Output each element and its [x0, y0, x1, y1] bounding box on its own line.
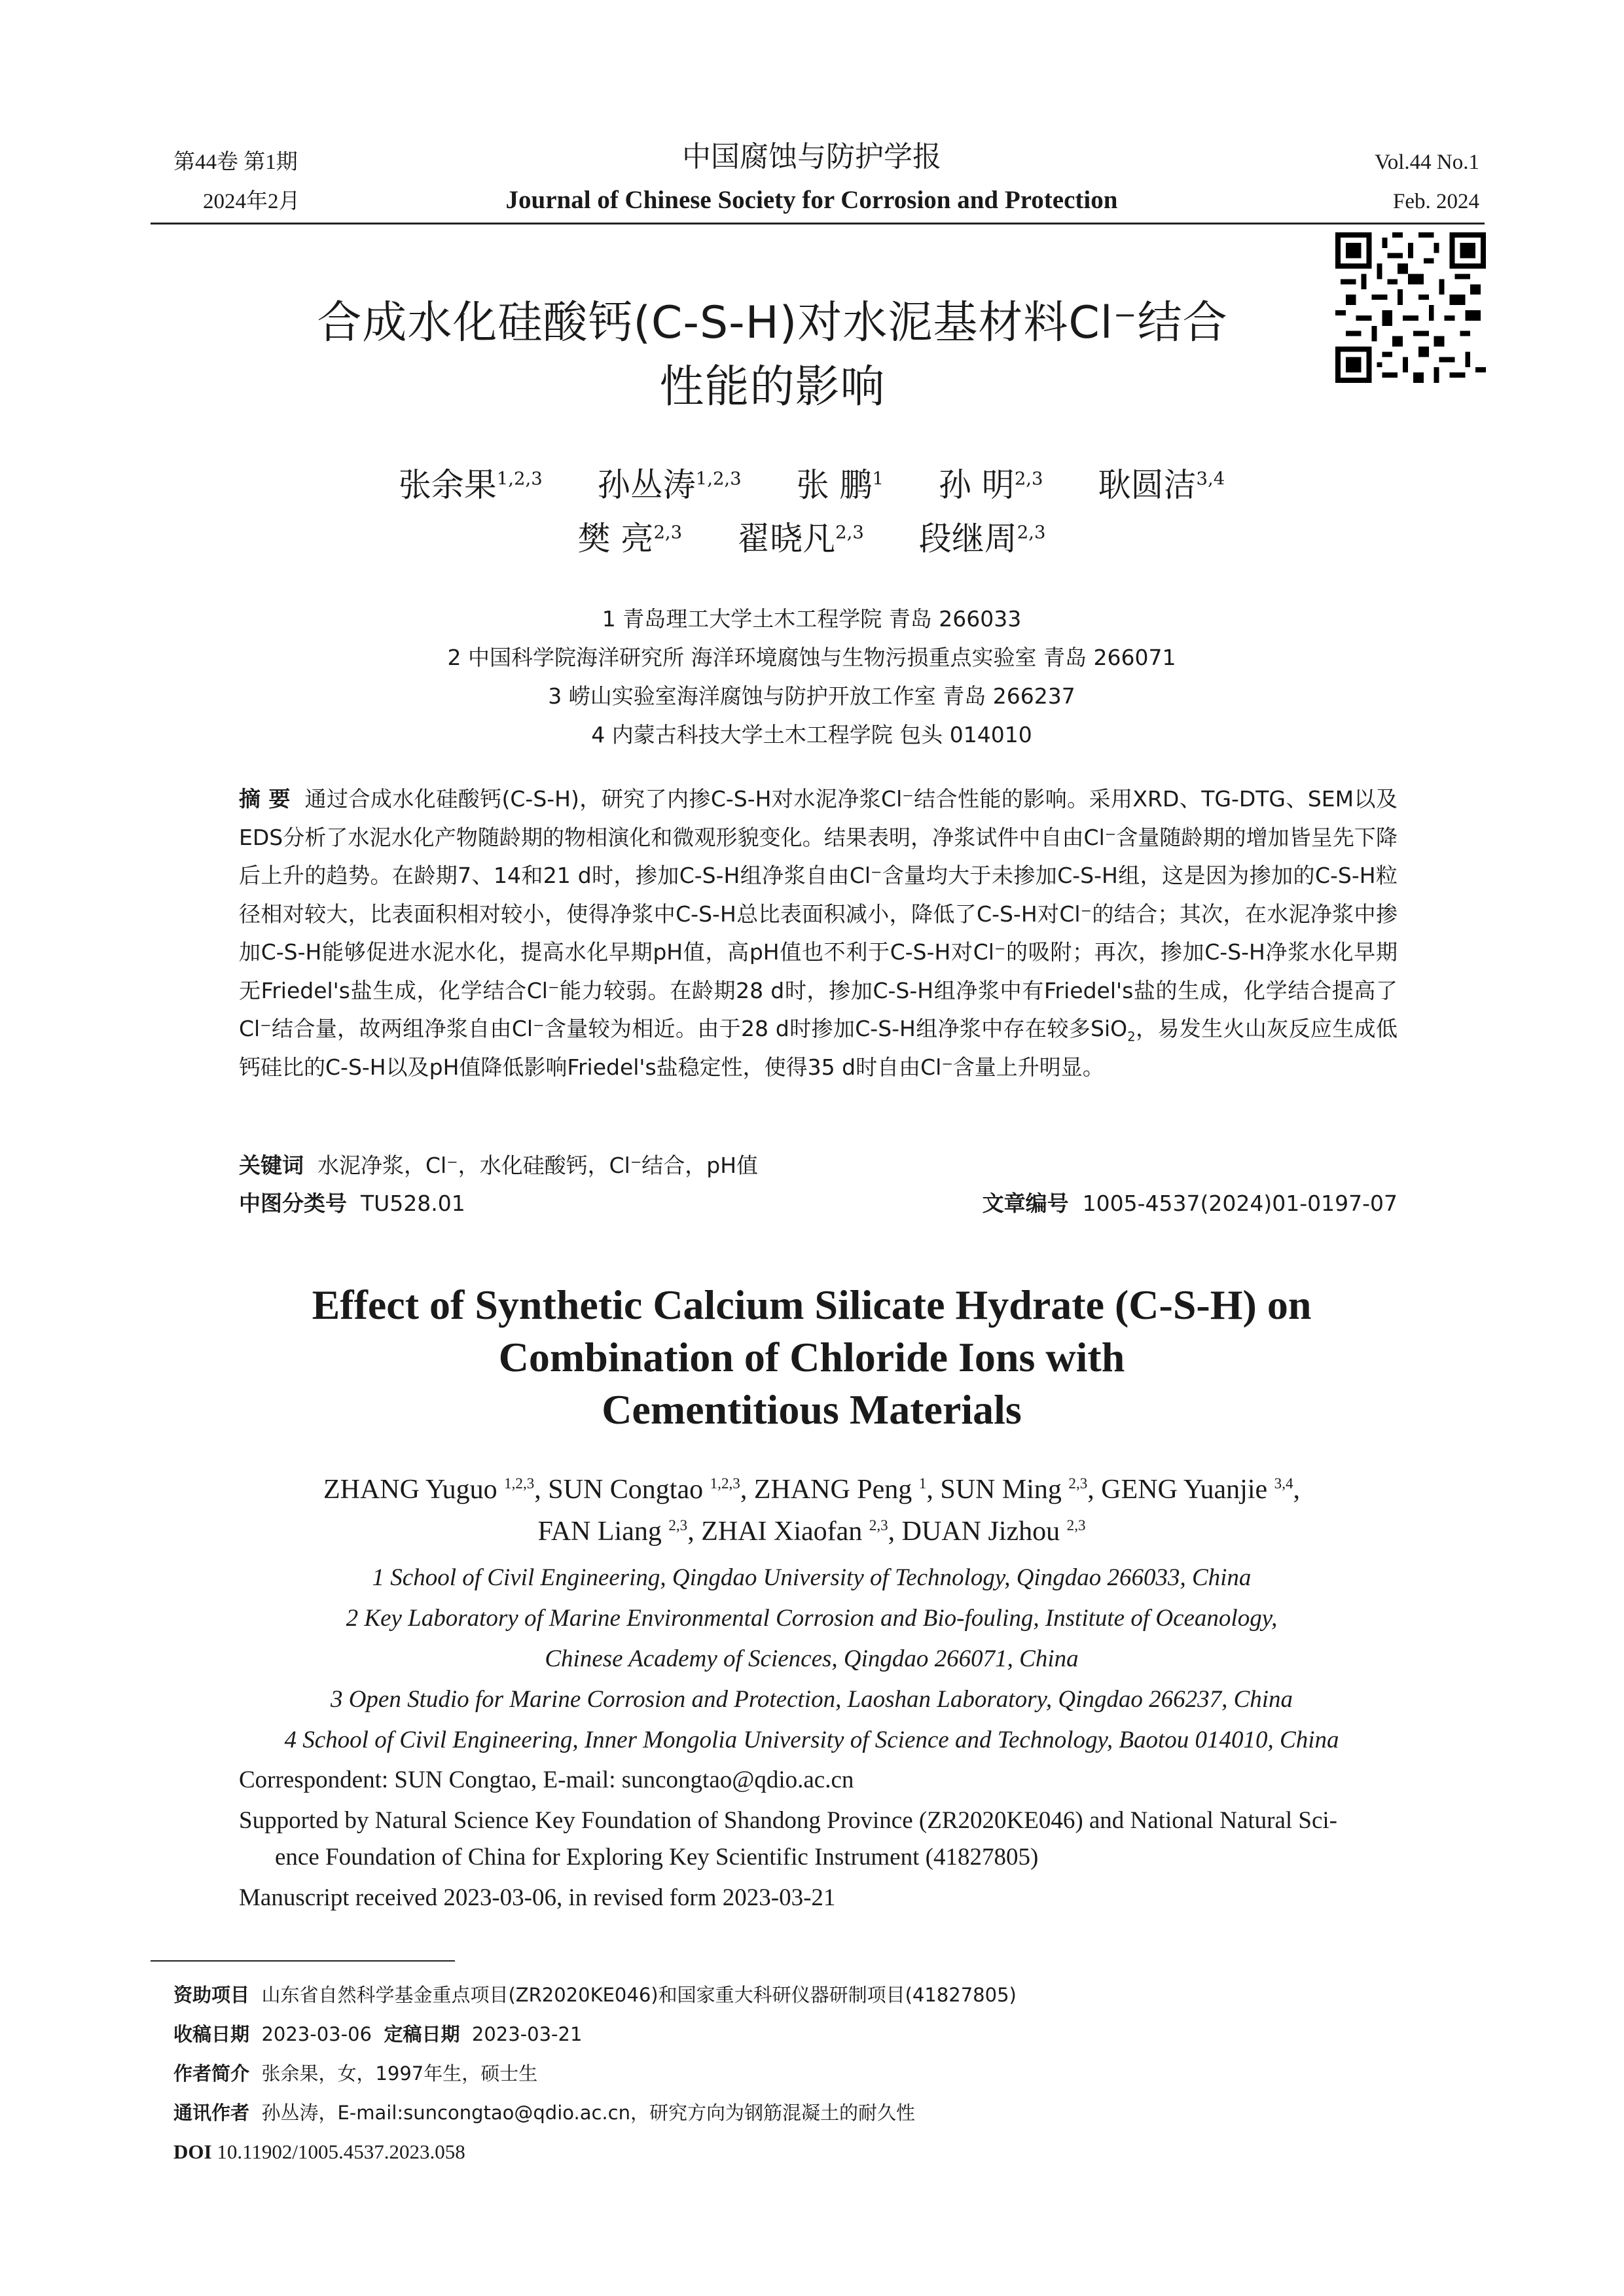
affiliation-en-2: 2 Key Laboratory of Marine Environmental Corrosion and Bio-fouling, Institute of Oceanology,: [346, 1605, 1278, 1632]
journal-title-en: Journal of Chinese Society for Corrosion and Protection: [505, 186, 1118, 214]
date-en: Feb. 2024: [1393, 190, 1479, 213]
title-en-line1: Effect of Synthetic Calcium Silicate Hydrate (C-S-H) on: [312, 1282, 1312, 1328]
affiliation-cn-1: 1 青岛理工大学土木工程学院 青岛 266033: [602, 606, 1022, 632]
volume-issue-cn: 第44卷 第1期: [173, 151, 298, 174]
manuscript-received: Manuscript received 2023-03-06, in revised form 2023-03-21: [239, 1884, 836, 1911]
affiliation-en-1: 1 School of Civil Engineering, Qingdao University of Technology, Qingdao 266033, China: [372, 1564, 1252, 1591]
authors-en-line1: [157, 1469, 1466, 1511]
footnote-author: 作者简介 张余果，女，1997年生，硕士生: [173, 2062, 538, 2085]
title-cn-line2: 性能的影响: [659, 361, 886, 413]
title-en-line3: Cementitious Materials: [602, 1386, 1022, 1433]
keywords-label: 关键词: [239, 1153, 304, 1178]
title-en-line2: Combination of Chloride Ions with: [498, 1334, 1125, 1380]
supported-by-line2: ence Foundation of China for Exploring Key Scientific Instrument (41827805): [275, 1844, 1039, 1871]
abstract-text-1: 通过合成水化硅酸钙(C-S-H)，研究了内掺C-S-H对水泥净浆Cl⁻结合性能的影响。采用XRD、TG-DTG、SEM以及EDS分析了水泥水化产物随龄期的物相演化和微观形貌变化。结果表明，净浆试件中自由Cl⁻含量随龄期的增加皆呈先下降后上升的趋势。在龄期7、14和21 d时，掺加C-S-H组净浆自由Cl⁻含量均大于未掺加C-S-H组，这是因为掺加的C-S-H粒径相对较大，比表面积相对较小，使得净浆中C-S-H总比表面积减小，降低了C-S-H对Cl⁻的结合；其次，在水泥净浆中掺加C-S-H能够促进水泥水化，提高水化早期pH值，高pH值也不利于C-S-H对Cl⁻的吸附；再次，掺加C-S-H净浆水化早期无Friedel's盐生成，化学结合Cl⁻能力较弱。在龄期28 d时，掺加C-S-H组净浆中有Friedel's盐的生成，化学结合提高了Cl⁻结合量，故两组净浆自由Cl⁻含量较为相近。由于28 d时掺加C-S-H组净浆中存在较多SiO: [239, 786, 1398, 1041]
qr-code-icon: [1335, 232, 1486, 383]
clc-number: 中图分类号 TU528.01: [239, 1191, 465, 1216]
footnote-doi: DOI 10.11902/1005.4537.2023.058: [173, 2140, 465, 2163]
supported-by-line1: Supported by Natural Science Key Foundation of Shandong Province (ZR2020KE046) and National Natural Sci-: [239, 1807, 1338, 1834]
author-en: DUAN Jizhou $^{2,3}$: [901, 1516, 1086, 1547]
clc-label: 中图分类号: [239, 1191, 347, 1216]
author-en: GENG Yuanjie $^{3,4}$,: [1101, 1475, 1301, 1505]
affiliation-cn-2: 2 中国科学院海洋研究所 海洋环境腐蚀与生物污损重点实验室 青岛 266071: [447, 645, 1176, 670]
footnote-funding: 资助项目 山东省自然科学基金重点项目(ZR2020KE046)和国家重大科研仪器研制项目(41827805): [173, 1984, 1017, 2006]
sio2-subscript: 2: [1127, 1029, 1136, 1045]
affiliation-cn-4: 4 内蒙古科技大学土木工程学院 包头 014010: [591, 722, 1032, 747]
footnote-dates: 收稿日期 2023-03-06 定稿日期 2023-03-21: [173, 2023, 583, 2045]
author-en: SUN Ming $^{2,3}$,: [940, 1475, 1094, 1505]
author-en: ZHAI Xiaofan $^{2,3}$,: [701, 1516, 895, 1547]
footnote-corresponding: 通讯作者 孙丛涛，E-mail:suncongtao@qdio.ac.cn，研究方向为钢筋混凝土的耐久性: [173, 2102, 915, 2124]
affiliation-en-2b: Chinese Academy of Sciences, Qingdao 266071, China: [545, 1645, 1079, 1672]
author-cn: 孙 明$^{2,3}$: [938, 466, 1043, 504]
journal-title-cn: 中国腐蚀与防护学报: [682, 140, 941, 173]
author-cn: 张 鹏$^1$: [796, 466, 884, 504]
authors-cn-line1: [196, 458, 1427, 512]
footnote-rule: [151, 1960, 455, 1962]
date-cn: 2024年2月: [203, 190, 300, 213]
abstract-cn: [239, 780, 1398, 1086]
abstract-text-2: ，易发生火山灰反应生成低钙硅比的C-S-H以及pH值降低影响Friedel's盐稳定性，使得35 d时自由Cl⁻含量上升明显。: [239, 1016, 1398, 1080]
title-cn-line1: 合成水化硅酸钙(C-S-H)对水泥基材料Cl⁻结合: [317, 297, 1228, 349]
header-rule: [151, 223, 1485, 224]
affiliation-en-3: 3 Open Studio for Marine Corrosion and Protection, Laoshan Laboratory, Qingdao 266237, China: [330, 1686, 1293, 1713]
author-en: SUN Congtao $^{1,2,3}$,: [548, 1475, 748, 1505]
author-en: ZHANG Peng $^1$,: [753, 1475, 933, 1505]
article-number: 文章编号 1005-4537(2024)01-0197-07: [982, 1191, 1398, 1216]
authors-cn-line2: [196, 512, 1427, 565]
author-cn: 翟晓凡$^{2,3}$: [737, 520, 864, 558]
correspondent-en: Correspondent: SUN Congtao, E-mail: suncongtao@qdio.ac.cn: [239, 1767, 854, 1793]
affiliation-en-4: 4 School of Civil Engineering, Inner Mongolia University of Science and Technology, Baotou 014010, China: [284, 1727, 1339, 1753]
article-number-label: 文章编号: [982, 1191, 1069, 1216]
author-en: FAN Liang $^{2,3}$,: [537, 1516, 695, 1547]
author-cn: 耿圆洁$^{3,4}$: [1098, 466, 1225, 504]
author-cn: 段继周$^{2,3}$: [918, 520, 1046, 558]
keywords-cn: [239, 1149, 758, 1182]
author-en: ZHANG Yuguo $^{1,2,3}$,: [323, 1475, 541, 1505]
abstract-label: 摘 要: [239, 786, 291, 812]
affiliation-cn-3: 3 崂山实验室海洋腐蚀与防护开放工作室 青岛 266237: [548, 683, 1075, 709]
author-cn: 孙丛涛$^{1,2,3}$: [597, 466, 742, 504]
volume-issue-en: Vol.44 No.1: [1375, 151, 1479, 174]
author-cn: 樊 亮$^{2,3}$: [577, 520, 683, 558]
author-cn: 张余果$^{1,2,3}$: [398, 466, 543, 504]
authors-en-line2: [157, 1511, 1466, 1552]
keywords: 水泥净浆，Cl⁻，水化硅酸钙，Cl⁻结合，pH值: [317, 1153, 759, 1178]
